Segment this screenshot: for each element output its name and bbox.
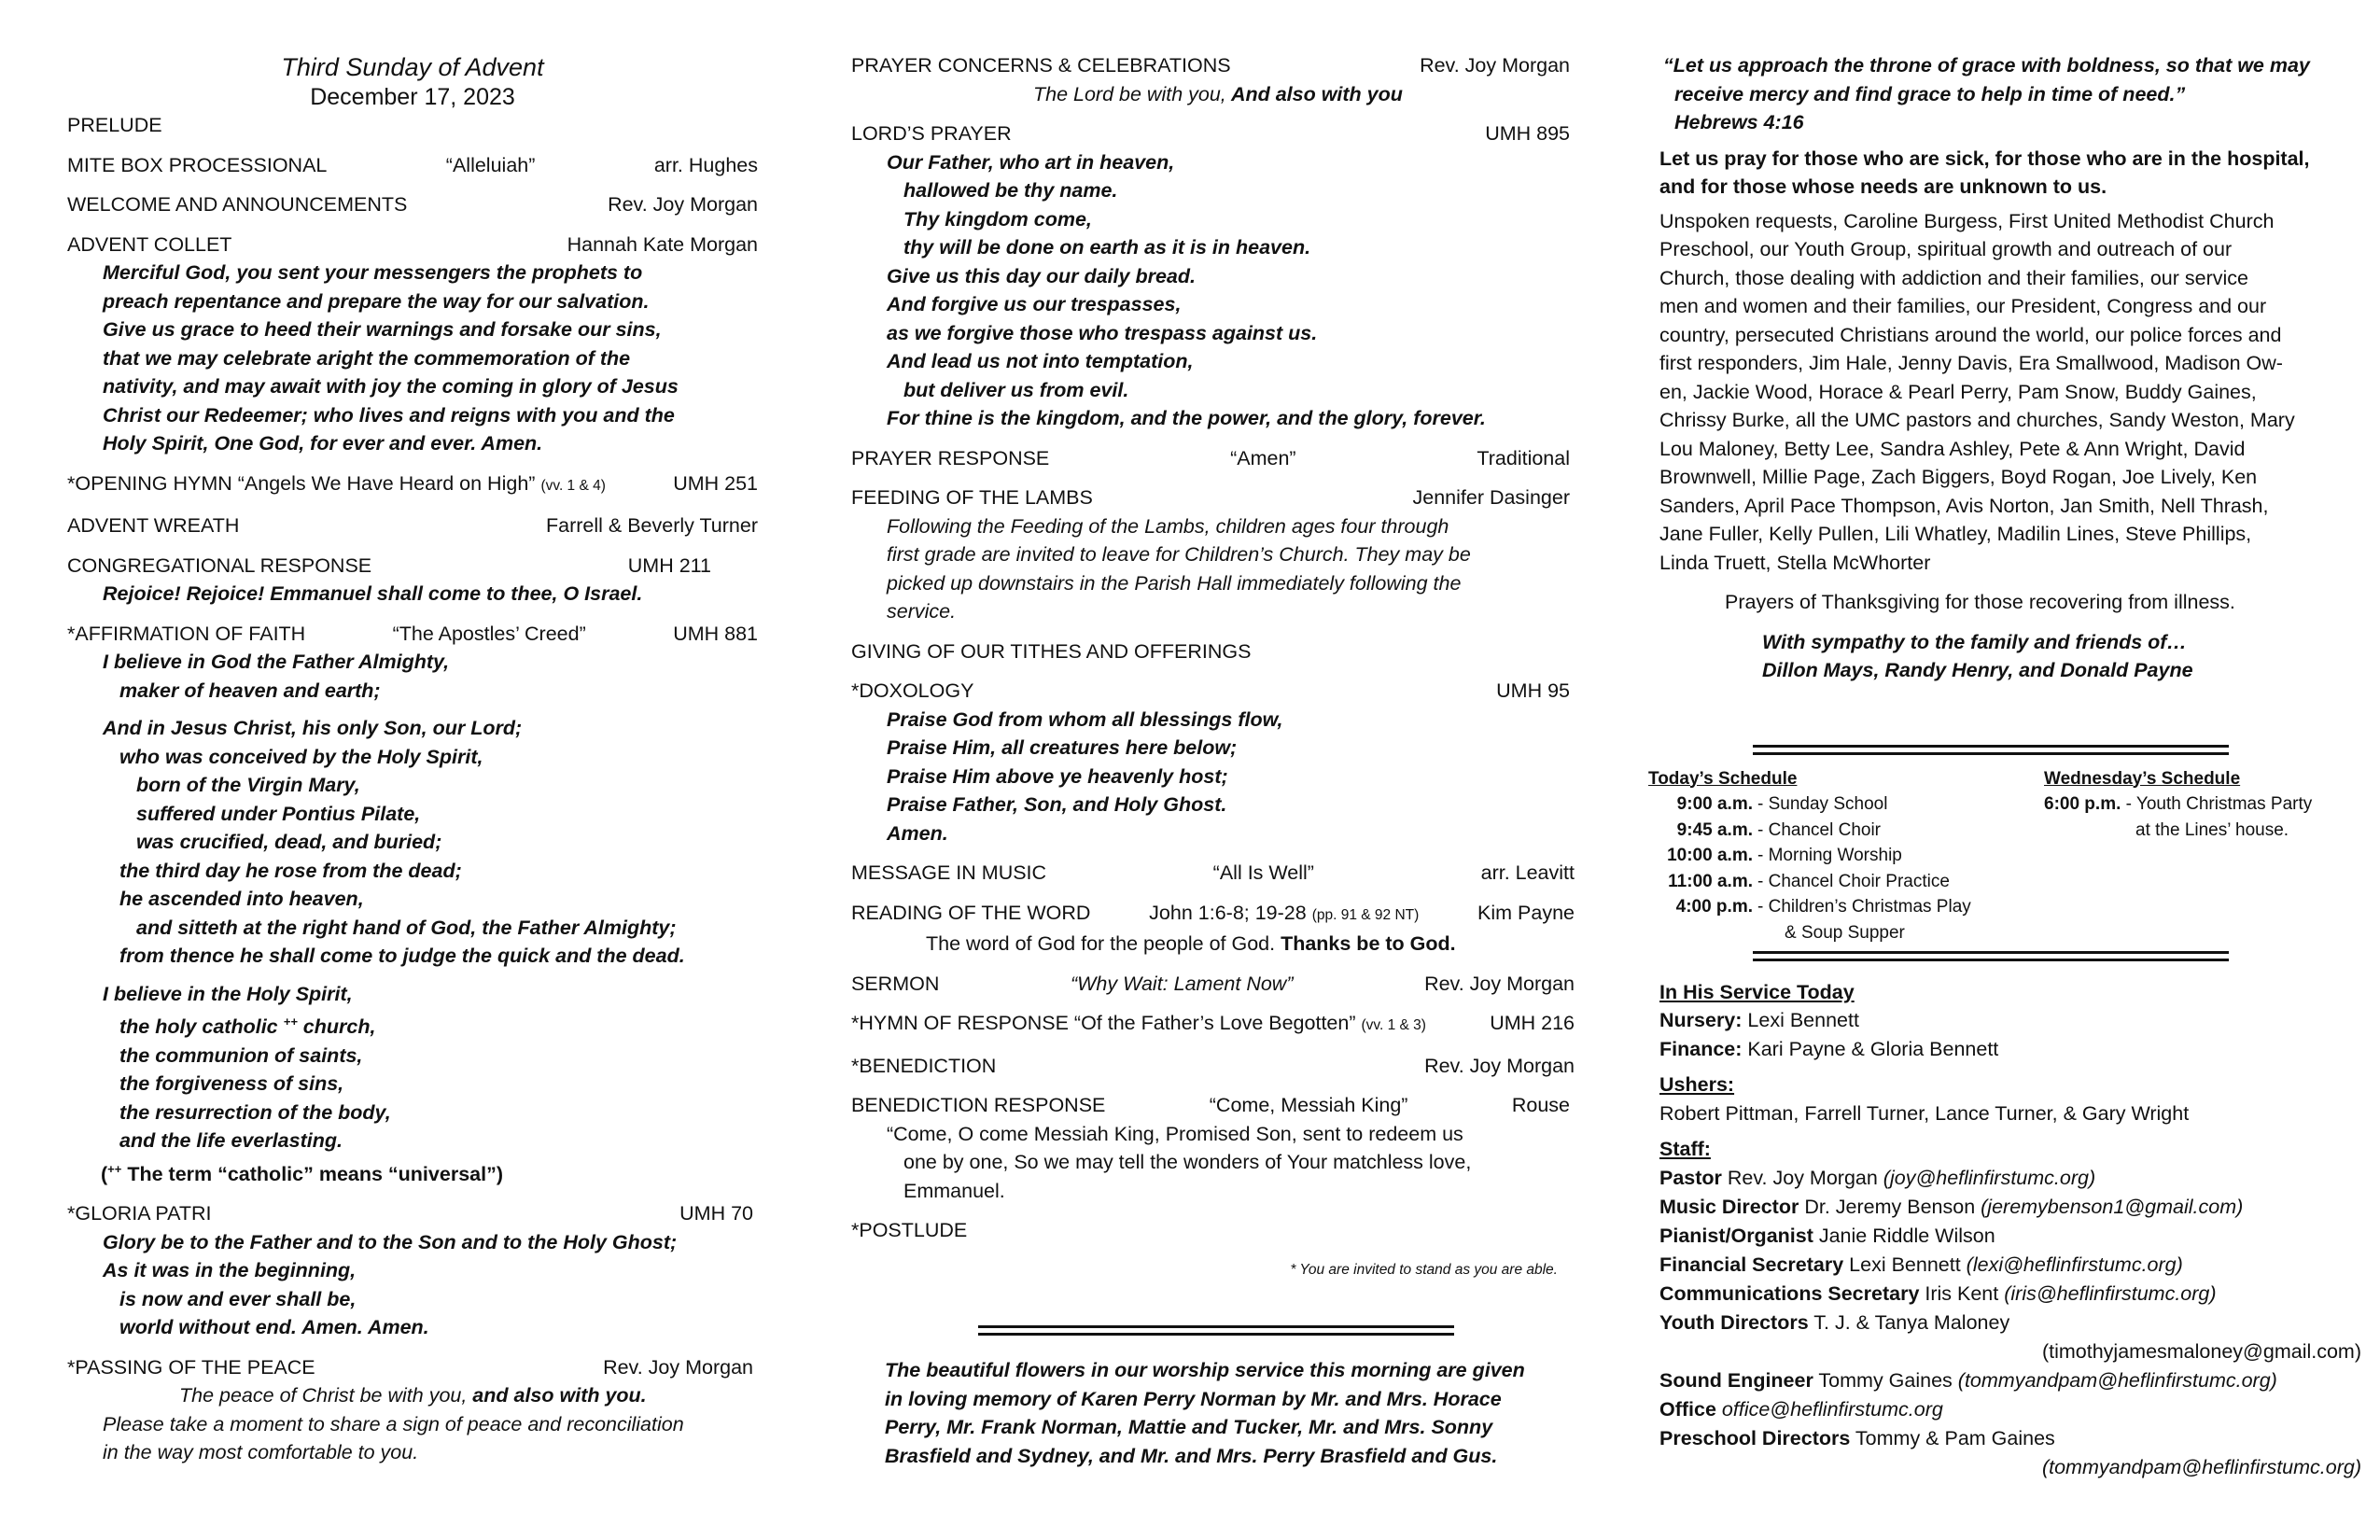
- hymn-number: UMH 895: [1485, 122, 1570, 145]
- doxology: [851, 677, 1575, 847]
- page-ref: (pp. 91 & 92 NT): [1311, 906, 1420, 923]
- collet-line: Christ our Redeemer; who lives and reigns with you and the: [103, 403, 675, 427]
- collet-line: nativity, and may await with joy the coming in glory of Jesus: [103, 375, 679, 398]
- schedule-event: - Sunday School: [1757, 794, 1888, 814]
- sympathy-note: [1643, 628, 2371, 685]
- creed-line: from thence he shall come to judge the quick and the dead.: [119, 945, 685, 967]
- welcome-announcements: [67, 190, 758, 219]
- item-by: Kim Payne: [1477, 901, 1575, 924]
- concerns-text: The Lord be with you,: [1033, 82, 1226, 105]
- reading-of-word: [851, 899, 1575, 959]
- item-title: “The Apostles’ Creed”: [392, 622, 586, 645]
- item-label: ADVENT WREATH: [67, 514, 240, 537]
- role-name: Kari Payne & Gloria Bennett: [1742, 1037, 1999, 1060]
- prelude: PRELUDE: [67, 114, 162, 136]
- prayer-line: hallowed be thy name.: [903, 179, 1118, 202]
- role-email: office@heflinfirstumc.org: [1715, 1397, 1943, 1421]
- doxology-line: Praise Father, Son, and Holy Ghost.: [887, 793, 1227, 816]
- prayer-line: Thy kingdom come,: [903, 207, 1092, 231]
- collet-line: Holy Spirit, One God, for ever and ever. Amen.: [103, 432, 543, 455]
- item-label: READING OF THE WORD: [851, 901, 1091, 924]
- role-label: Finance:: [1659, 1037, 1743, 1060]
- catholic-note: [67, 1155, 758, 1189]
- creed-line: suffered under Pontius Pilate,: [136, 802, 421, 825]
- gloria-line: world without end. Amen. Amen.: [119, 1316, 429, 1339]
- schedule-time: 6:00 p.m.: [2044, 794, 2121, 814]
- ushers-names: Robert Pittman, Farrell Turner, Lance Turner, & Gary Wright: [1659, 1101, 2190, 1125]
- mite-box-processional: [67, 151, 758, 180]
- item-label: *HYMN OF RESPONSE “Of the Father’s Love Begotten”: [851, 1012, 1356, 1034]
- prayer-concerns: [851, 51, 1575, 108]
- staff-financial: [1659, 1251, 2371, 1280]
- role-label: Youth Directors: [1659, 1310, 1809, 1334]
- hymn-number: UMH 881: [673, 622, 758, 645]
- prayer-line: Our Father, who art in heaven,: [887, 150, 1175, 174]
- gloria-line: is now and ever shall be,: [119, 1287, 357, 1310]
- feeding-of-lambs: [851, 483, 1575, 626]
- creed-line: [67, 1008, 758, 1042]
- item-by: arr. Leavitt: [1480, 861, 1575, 884]
- schedule-row: [1643, 791, 2044, 818]
- double-rule: [978, 1325, 1454, 1336]
- role-email: (iris@heflinfirstumc.org): [2004, 1281, 2217, 1305]
- creed-line: and the life everlasting.: [119, 1129, 343, 1153]
- creed-line: the resurrection of the body,: [119, 1100, 391, 1124]
- lords-prayer: [851, 119, 1575, 433]
- item-by: Hannah Kate Morgan: [567, 232, 758, 256]
- scripture-ref: John 1:6-8; 19-28: [1149, 901, 1307, 924]
- advent-collet: [67, 231, 758, 458]
- prayer-list-line: Lou Maloney, Betty Lee, Sandra Ashley, Pete & Ann Wright, David: [1659, 437, 2246, 460]
- collet-line: that we may celebrate aright the commemoration of the: [103, 346, 631, 370]
- prayer-line: but deliver us from evil.: [903, 378, 1129, 401]
- hymn-number: UMH 216: [1490, 1012, 1575, 1034]
- concerns-line: [851, 80, 1575, 109]
- opening-hymn: [67, 469, 758, 501]
- role-label: Financial Secretary: [1659, 1253, 1844, 1276]
- item-label: MITE BOX PROCESSIONAL: [67, 153, 328, 176]
- prayer-heading-line: Let us pray for those who are sick, for those who are in the hospital,: [1659, 147, 2310, 170]
- schedule-row: [1643, 869, 2044, 895]
- creed-text: the holy catholic: [119, 1015, 284, 1039]
- passing-of-peace: [67, 1353, 758, 1467]
- verse-reference: Hebrews 4:16: [1674, 111, 1804, 133]
- creed-line: was crucified, dead, and buried;: [136, 831, 442, 853]
- item-by: Rev. Joy Morgan: [603, 1355, 753, 1379]
- item-label: BENEDICTION RESPONSE: [851, 1094, 1106, 1116]
- creed-line: he ascended into heaven,: [119, 888, 364, 910]
- postlude: *POSTLUDE: [851, 1219, 968, 1241]
- note-text: The term “catholic” means “universal”): [121, 1162, 503, 1185]
- item-by: Farrell & Beverly Turner: [545, 514, 758, 537]
- thanksgiving-line: Prayers of Thanksgiving for those recovering from illness.: [1725, 591, 2235, 613]
- item-title: “Alleluiah”: [445, 153, 536, 176]
- role-label: Communications Secretary: [1659, 1281, 1920, 1305]
- item-by: Jennifer Dasinger: [1412, 486, 1570, 509]
- prayer-list-line: Preschool, our Youth Group, spiritual growth and outreach of our: [1659, 238, 2233, 260]
- response-text: Rejoice! Rejoice! Emmanuel shall come to thee, O Israel.: [103, 582, 643, 605]
- role-email: (jeremybenson1@gmail.com): [1981, 1195, 2244, 1218]
- doxology-line: Praise Him above ye heavenly host;: [887, 764, 1228, 788]
- schedule-continued: at the Lines’ house.: [2135, 819, 2289, 840]
- bulletin-header: [67, 51, 758, 111]
- hymn-number: UMH 70: [679, 1202, 753, 1225]
- role-name: Dr. Jeremy Benson: [1799, 1195, 1981, 1218]
- item-label: *OPENING HYMN “Angels We Have Heard on High”: [67, 471, 536, 495]
- item-by: Rev. Joy Morgan: [1424, 972, 1575, 995]
- todays-schedule: [1643, 766, 2044, 946]
- wednesday-schedule: [2035, 766, 2371, 844]
- item-label: LORD’S PRAYER: [851, 122, 1012, 145]
- creed-line: maker of heaven and earth;: [119, 679, 381, 702]
- hymn-number: UMH 95: [1496, 679, 1570, 702]
- verse-line: receive mercy and find grace to help in time of need.”: [1674, 82, 2186, 105]
- item-by: arr. Hughes: [653, 153, 758, 176]
- role-label: Pianist/Organist: [1659, 1224, 1813, 1247]
- schedule-event: - Chancel Choir Practice: [1757, 871, 1950, 891]
- creed-line: the third day he rose from the dead;: [119, 859, 462, 882]
- sympathy-line: Dillon Mays, Randy Henry, and Donald Payne: [1762, 659, 2193, 681]
- creed-line: the communion of saints,: [119, 1043, 363, 1067]
- role-name: Lexi Bennett: [1843, 1253, 1967, 1276]
- role-email: (lexi@heflinfirstumc.org): [1966, 1253, 2183, 1276]
- staff-pastor: [1659, 1164, 2371, 1193]
- nursery-line: [1659, 1006, 2371, 1035]
- collet-line: preach repentance and prepare the way for our salvation.: [103, 289, 650, 313]
- schedule-heading: Wednesday’s Schedule: [2044, 768, 2241, 789]
- item-by: Rev. Joy Morgan: [1420, 54, 1570, 77]
- item-label: SERMON: [851, 972, 940, 995]
- item-label: PRAYER CONCERNS & CELEBRATIONS: [851, 54, 1231, 77]
- collet-line: Give us grace to heed their warnings and forsake our sins,: [103, 318, 662, 341]
- schedule-time: 11:00 a.m.: [1668, 871, 1753, 891]
- prayer-list-line: Sanders, April Pace Thompson, Avis Norton, Jan Smith, Nell Thrash,: [1659, 494, 2269, 517]
- creed-line: And in Jesus Christ, his only Son, our Lord;: [103, 717, 523, 739]
- item-label: MESSAGE IN MUSIC: [851, 861, 1047, 884]
- prayer-line: Give us this day our daily bread.: [887, 264, 1196, 287]
- schedule-time: 9:45 a.m.: [1676, 819, 1753, 840]
- collet-line: Merciful God, you sent your messengers the prophets to: [103, 261, 643, 284]
- stand-note: * You are invited to stand as you are able.: [1290, 1261, 1558, 1278]
- creed-line: I believe in the Holy Spirit,: [103, 982, 353, 1005]
- schedule-event: - Children’s Christmas Play: [1757, 897, 1971, 917]
- prayer-line: thy will be done on earth as it is in heaven.: [903, 236, 1311, 259]
- gloria-line: As it was in the beginning,: [103, 1259, 357, 1282]
- reading-response: Thanks be to God.: [1275, 932, 1456, 955]
- schedule-event: - Chancel Choir: [1757, 819, 1881, 840]
- message-in-music: [851, 859, 1575, 888]
- item-title: “Amen”: [1230, 446, 1296, 469]
- prayer-list-line: Church, those dealing with addiction and their families, our service: [1659, 266, 2248, 289]
- prayer-list-line: Chrissy Burke, all the UMC pastors and churches, Sandy Weston, Mary: [1659, 409, 2295, 431]
- schedule-row: [1643, 818, 2044, 844]
- role-name: Iris Kent: [1919, 1281, 2005, 1305]
- right-column: [1643, 0, 2371, 1482]
- role-label: Preschool Directors: [1659, 1426, 1851, 1449]
- bresp-line: Emmanuel.: [903, 1179, 1005, 1202]
- item-title: “Come, Messiah King”: [1209, 1094, 1408, 1116]
- prayer-list-line: en, Jackie Wood, Horace & Pearl Perry, Pam Snow, Buddy Gaines,: [1659, 380, 2257, 403]
- role-label: Office: [1659, 1397, 1716, 1421]
- schedule-continued: & Soup Supper: [1785, 922, 1905, 943]
- feeding-line: first grade are invited to leave for Children’s Church. They may be: [887, 543, 1471, 566]
- staff-communications: [1659, 1280, 2371, 1309]
- gloria-patri: [67, 1199, 758, 1342]
- schedule-time: 9:00 a.m.: [1676, 794, 1753, 814]
- sermon: [851, 970, 1575, 999]
- item-label: *PASSING OF THE PEACE: [67, 1355, 315, 1379]
- role-name: T. J. & Tanya Maloney: [1808, 1310, 2010, 1334]
- schedule-row: [2035, 791, 2371, 818]
- left-column: [67, 0, 758, 1467]
- prayer-heading-line: and for those whose needs are unknown to us.: [1659, 175, 2107, 198]
- double-rule: [1753, 951, 2229, 961]
- schedule-time: 10:00 a.m.: [1667, 846, 1753, 865]
- prayer-list-line: Linda Truett, Stella McWhorter: [1659, 551, 1931, 574]
- ushers-heading: Ushers:: [1659, 1073, 1735, 1096]
- staff-preschool: [1659, 1424, 2371, 1453]
- flowers-dedication: [851, 1356, 1575, 1470]
- item-label: WELCOME AND ANNOUNCEMENTS: [67, 193, 408, 216]
- prayer-list: [1643, 207, 2371, 578]
- affirmation-of-faith: [67, 620, 758, 1189]
- prayer-line: And lead us not into temptation,: [887, 350, 1194, 372]
- schedule-row: [1643, 843, 2044, 869]
- staff-heading: Staff:: [1659, 1138, 1711, 1160]
- concerns-response: And also with you: [1225, 82, 1403, 105]
- peace-line: [67, 1381, 758, 1410]
- service-roles: [1643, 978, 2371, 1482]
- feeding-line: picked up downstairs in the Parish Hall immediately following the: [887, 571, 1462, 595]
- schedule-row: [1643, 894, 2044, 920]
- role-name: Janie Riddle Wilson: [1813, 1224, 1995, 1247]
- hymn-verses: (vv. 1 & 4): [540, 477, 606, 494]
- item-label: *GLORIA PATRI: [67, 1202, 212, 1225]
- role-email: (tommyandpam@heflinfirstumc.org): [1957, 1368, 2277, 1392]
- prayer-list-line: men and women and their families, our President, Congress and our: [1659, 295, 2267, 317]
- creed-text: church,: [297, 1015, 376, 1039]
- benediction: [851, 1052, 1575, 1081]
- flowers-line: The beautiful flowers in our worship service this morning are given: [885, 1359, 1525, 1381]
- doxology-line: Amen.: [887, 821, 948, 845]
- role-name: Tommy Gaines: [1813, 1368, 1958, 1392]
- role-email: (timothyjamesmaloney@gmail.com): [2041, 1339, 2361, 1363]
- schedules: [1643, 766, 2371, 944]
- schedule-time: 4:00 p.m.: [1675, 897, 1753, 917]
- role-name: Tommy & Pam Gaines: [1850, 1426, 2055, 1449]
- role-name: Lexi Bennett: [1742, 1009, 1859, 1031]
- prayer-list-line: first responders, Jim Hale, Jenny Davis, Era Smallwood, Madison Ow-: [1659, 352, 2283, 374]
- item-label: ADVENT COLLET: [67, 232, 232, 256]
- schedule-event: - Youth Christmas Party: [2125, 794, 2313, 814]
- page-title: Third Sunday of Advent: [281, 53, 544, 81]
- role-email: (tommyandpam@heflinfirstumc.org): [2041, 1455, 2361, 1478]
- peace-line: in the way most comfortable to you.: [103, 1441, 419, 1464]
- middle-column: [851, 0, 1575, 1470]
- sympathy-line: With sympathy to the family and friends of…: [1762, 630, 2187, 653]
- doxology-line: Praise Him, all creatures here below;: [887, 736, 1238, 759]
- flowers-line: Perry, Mr. Frank Norman, Mattie and Tucker, Mr. and Mrs. Sonny: [885, 1416, 1493, 1438]
- staff-music: [1659, 1193, 2371, 1222]
- role-label: Music Director: [1659, 1195, 1799, 1218]
- peace-text: The peace of Christ be with you,: [179, 1384, 468, 1407]
- prayer-line: For thine is the kingdom, and the power, and the glory, forever.: [887, 407, 1486, 429]
- schedule-heading: Today’s Schedule: [1648, 768, 1798, 789]
- benediction-response: [851, 1091, 1575, 1205]
- creed-line: and sitteth at the right hand of God, the Father Almighty;: [136, 916, 677, 939]
- item-label: *BENEDICTION: [851, 1054, 997, 1077]
- item-title: “All Is Well”: [1212, 861, 1314, 884]
- item-by: Rouse: [1511, 1094, 1570, 1116]
- hymn-verses: (vv. 1 & 3): [1361, 1017, 1426, 1033]
- reading-line: [851, 930, 1575, 959]
- tithes-offerings: GIVING OF OUR TITHES AND OFFERINGS: [851, 639, 1252, 663]
- sermon-title: “Why Wait: Lament Now”: [1070, 972, 1294, 995]
- creed-line: I believe in God the Father Almighty,: [103, 651, 450, 673]
- role-name: Rev. Joy Morgan: [1721, 1166, 1883, 1189]
- prayer-list-line: country, persecuted Christians around the world, our police forces and: [1659, 323, 2282, 346]
- peace-line: Please take a moment to share a sign of peace and reconciliation: [103, 1412, 684, 1435]
- item-by: Rev. Joy Morgan: [1424, 1054, 1575, 1077]
- role-label: Sound Engineer: [1659, 1368, 1813, 1392]
- doxology-line: Praise God from whom all blessings flow,: [887, 707, 1283, 731]
- item-by: Rev. Joy Morgan: [608, 193, 758, 216]
- prayer-list-line: Unspoken requests, Caroline Burgess, First United Methodist Church: [1659, 209, 2275, 232]
- staff-sound: [1659, 1366, 2371, 1395]
- staff-youth: [1659, 1309, 2371, 1337]
- role-label: Nursery:: [1659, 1009, 1743, 1031]
- flowers-line: in loving memory of Karen Perry Norman by Mr. and Mrs. Horace: [885, 1387, 1502, 1410]
- staff-pianist: [1659, 1222, 2371, 1251]
- footnote-marker: ++: [283, 1015, 298, 1029]
- staff-office: [1659, 1395, 2371, 1424]
- role-email: (joy@heflinfirstumc.org): [1883, 1166, 2096, 1189]
- footnote-marker: ++: [107, 1161, 122, 1176]
- hymn-number: UMH 211: [627, 553, 711, 577]
- verse-line: “Let us approach the throne of grace with boldness, so that we may: [1663, 54, 2310, 77]
- item-label: *AFFIRMATION OF FAITH: [67, 622, 306, 645]
- hymn-of-response: [851, 1009, 1575, 1041]
- prayer-response: [851, 444, 1570, 473]
- item-label: CONGREGATIONAL RESPONSE: [67, 553, 372, 577]
- feeding-line: service.: [887, 600, 957, 623]
- advent-wreath: [67, 511, 758, 540]
- flowers-line: Brasfield and Sydney, and Mr. and Mrs. Perry Brasfield and Gus.: [885, 1444, 1498, 1467]
- service-date: December 17, 2023: [310, 84, 515, 110]
- item-label: FEEDING OF THE LAMBS: [851, 486, 1093, 509]
- note-text: (: [101, 1162, 108, 1185]
- double-rule: [1753, 745, 2229, 755]
- creed-line: who was conceived by the Holy Spirit,: [119, 745, 483, 768]
- congregational-response: [67, 552, 758, 609]
- item-by: Traditional: [1477, 446, 1570, 469]
- role-label: Pastor: [1659, 1166, 1722, 1189]
- prayer-heading: [1643, 145, 2371, 202]
- bresp-line: one by one, So we may tell the wonders of Your matchless love,: [903, 1151, 1472, 1173]
- finance-line: [1659, 1035, 2371, 1064]
- service-heading: In His Service Today: [1659, 980, 1855, 1003]
- bresp-line: “Come, O come Messiah King, Promised Son, sent to redeem us: [887, 1122, 1463, 1145]
- item-label: PRAYER RESPONSE: [851, 446, 1050, 469]
- prayer-list-line: Jane Fuller, Kelly Pullen, Lili Whatley, Madilin Lines, Steve Phillips,: [1659, 523, 2252, 545]
- prayer-list-line: Brownwell, Millie Page, Zach Biggers, Boyd Rogan, Joe Lively, Ken: [1659, 466, 2258, 488]
- schedule-event: - Morning Worship: [1757, 846, 1902, 865]
- scripture-verse: [1643, 51, 2371, 137]
- gloria-line: Glory be to the Father and to the Son and to the Holy Ghost;: [103, 1230, 678, 1253]
- prayer-line: as we forgive those who trespass against us.: [887, 321, 1318, 344]
- creed-line: the forgiveness of sins,: [119, 1072, 344, 1096]
- reading-text: The word of God for the people of God.: [926, 932, 1276, 955]
- prayer-line: And forgive us our trespasses,: [887, 293, 1182, 315]
- creed-line: born of the Virgin Mary,: [136, 774, 360, 796]
- peace-response: and also with you.: [467, 1384, 647, 1407]
- hymn-number: UMH 251: [673, 471, 758, 495]
- feeding-line: Following the Feeding of the Lambs, children ages four through: [887, 514, 1449, 538]
- item-label: *DOXOLOGY: [851, 679, 974, 702]
